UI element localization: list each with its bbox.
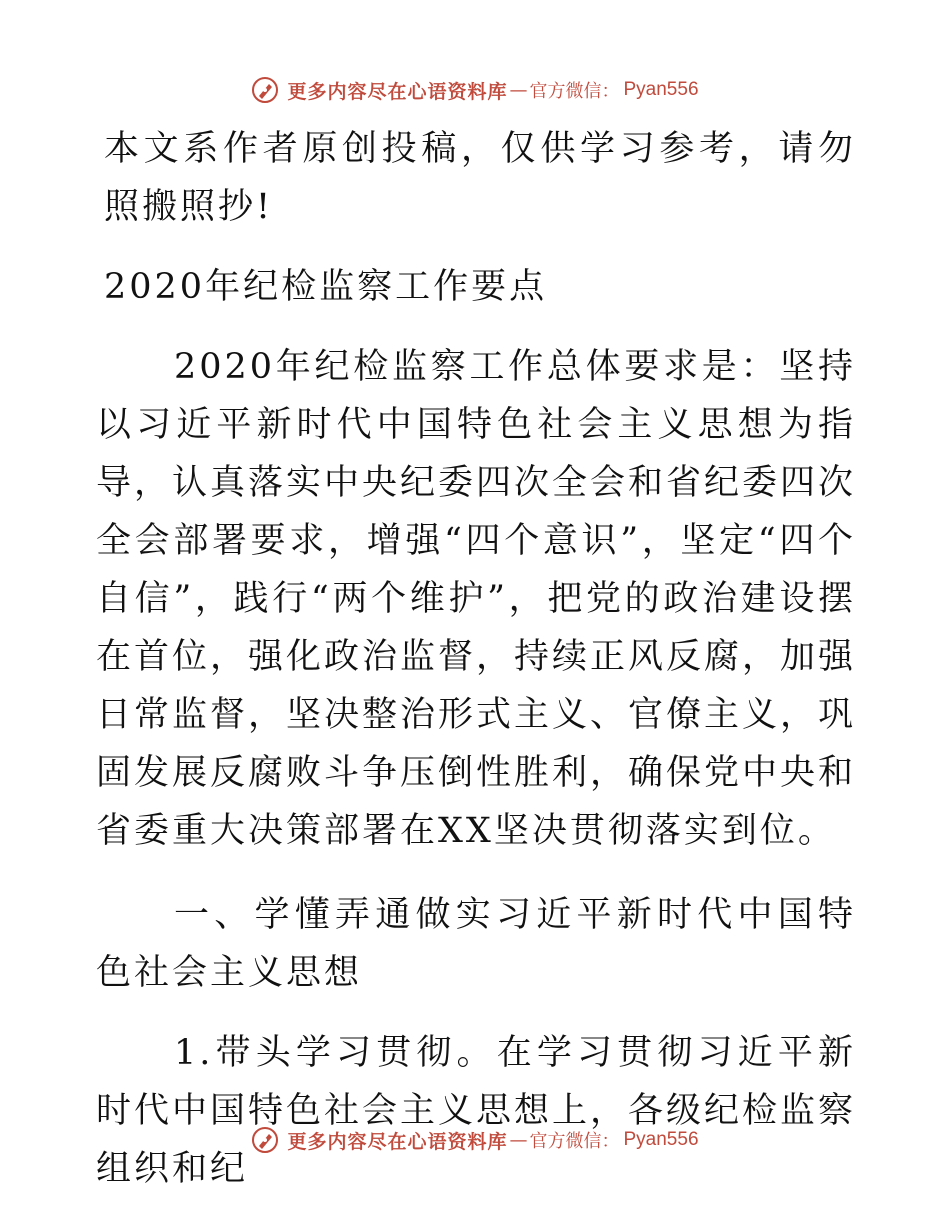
banner-official-label: 官方微信： [529,1131,620,1152]
banner-dash: — [509,1129,528,1151]
footer-banner [0,1120,950,1160]
banner-brand: 更多内容尽在心语资料库 [287,1130,508,1153]
banner-brand: 更多内容尽在心语资料库 [287,80,508,103]
document-title: 2020年纪检监察工作要点 [104,267,548,307]
banner-wechat-id: Pyan556 [623,1129,699,1150]
pen-logo-icon [251,76,279,104]
section-1-heading: 一、学懂弄通做实习近平新时代中国特色社会主义思想 [96,895,856,993]
copyright-notice: 本文系作者原创投稿，仅供学习参考，请勿照搬照抄! [104,129,856,227]
banner-official-label: 官方微信： [529,81,620,102]
banner-dash: — [509,79,528,101]
item-1-paragraph: 1.带头学习贯彻。在学习贯彻习近平新时代中国特色社会主义思想上，各级纪检监察组织和纪 [96,1033,857,1189]
document-body [96,120,856,1198]
banner-wechat-id: Pyan556 [623,79,699,100]
pen-logo-icon [251,1126,279,1154]
header-banner [0,70,950,110]
intro-paragraph: 2020年纪检监察工作总体要求是：坚持以习近平新时代中国特色社会主义思想为指导，认真落实中央纪委四次全会和省纪委四次全会部署要求，增强“四个意识”，坚定“四个自信”，践行“两个维护”，把党的政治建设摆在首位，强化政治监督，持续正风反腐，加强日常监督，坚决整治形式主义、官僚主义，巩固发展反腐败斗争压倒性胜利，确保党中央和省委重大决策部署在XX坚决贯彻落实到位。 [96,347,857,851]
